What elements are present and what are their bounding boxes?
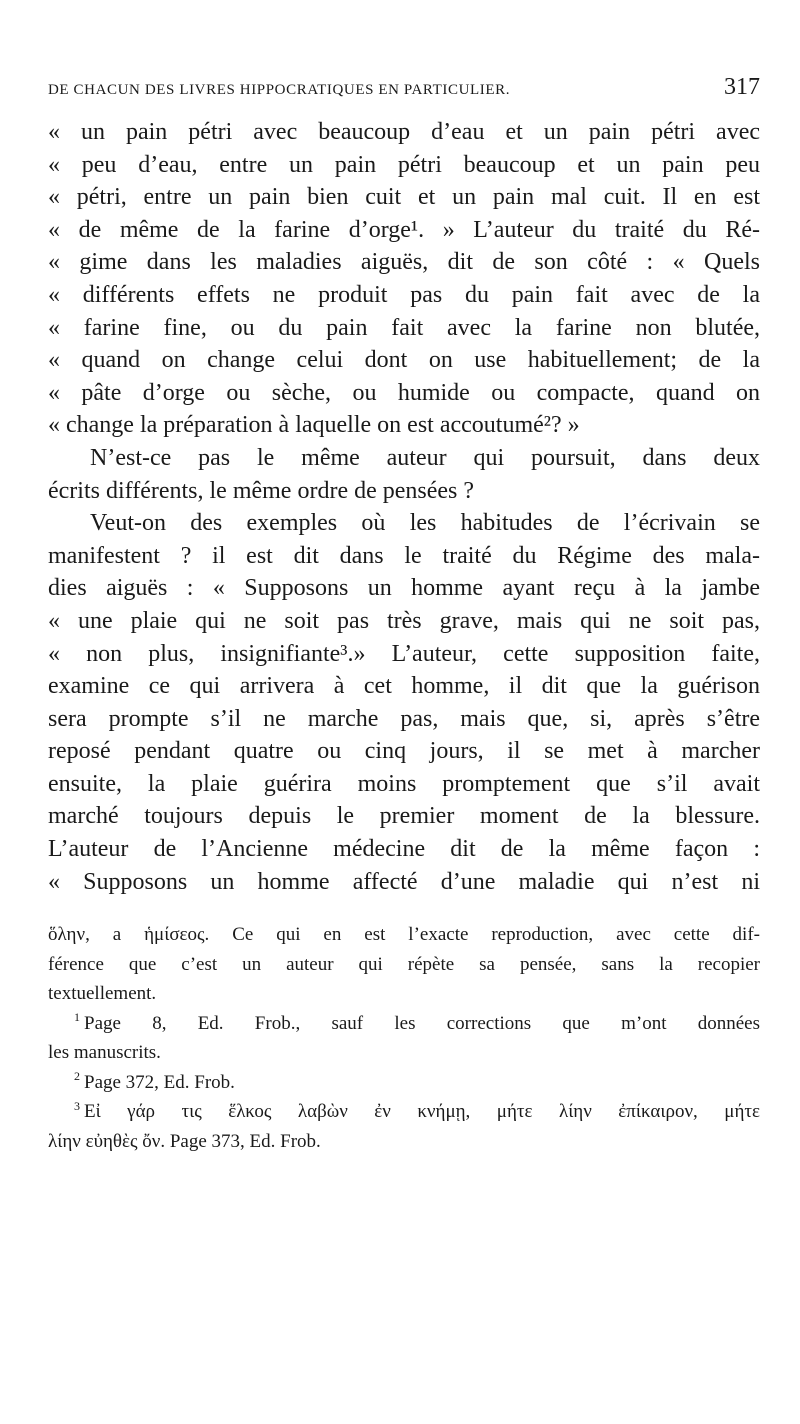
footnote-text: Εἰ γάρ τις ἕλκος λαβὼν ἐν κνήμῃ, μήτε λίην ἐπίκαιρον, μήτε (84, 1101, 760, 1123)
running-title: DE CHACUN DES LIVRES HIPPOCRATIQUES EN PARTICULIER. (48, 82, 511, 98)
text-line: écrits différents, le même ordre de pensées ? (48, 477, 475, 504)
footnote-1 (48, 1009, 760, 1039)
text-line: reposé pendant quatre ou cinq jours, il se met à marcher (48, 738, 760, 765)
footnote-3-continuation: λίην εὐηθὲς ὄν. Page 373, Ed. Frob. (48, 1130, 321, 1152)
text-line: « non plus, insignifiante³.» L’auteur, cette supposition faite, (48, 640, 760, 667)
text-line: « une plaie qui ne soit pas très grave, mais qui ne soit pas, (48, 607, 760, 634)
text-line: examine ce qui arrivera à cet homme, il dit que la guérison (48, 673, 760, 700)
footnote-marker: 1 (74, 1010, 80, 1025)
text-line: « de même de la farine d’orge¹. » L’auteur du traité du Ré- (48, 216, 760, 243)
page-number: 317 (724, 74, 760, 100)
text-line: « un pain pétri avec beaucoup d’eau et un pain pétri avec (48, 119, 760, 145)
text-line: « pétri, entre un pain bien cuit et un pain mal cuit. Il en est (48, 184, 760, 211)
footnote-1-continuation: les manuscrits. (48, 1042, 161, 1064)
text-line: « différents effets ne produit pas du pain fait avec de la (48, 281, 760, 308)
text-line: marché toujours depuis le premier moment de la blessure. (48, 803, 760, 830)
text-line: N’est-ce pas le même auteur qui poursuit, dans deux (90, 444, 760, 471)
footnotes (48, 920, 760, 1156)
text-line: L’auteur de l’Ancienne médecine dit de la même façon : (48, 836, 760, 863)
text-line: Veut-on des exemples où les habitudes de l’écrivain se (90, 510, 760, 537)
main-text (48, 116, 760, 898)
footnote-continuation-line: ὅλην, a ἡμίσεος. Ce qui en est l’exacte reproduction, avec cette dif- (48, 924, 760, 946)
footnote-3 (48, 1097, 760, 1127)
footnote-2 (48, 1068, 760, 1098)
book-page (48, 70, 760, 1156)
footnote-continuation-line: textuellement. (48, 983, 157, 1005)
footnote-text: Page 372, Ed. Frob. (84, 1071, 235, 1093)
footnote-marker: 2 (74, 1069, 80, 1084)
text-line: « peu d’eau, entre un pain pétri beaucoup et un pain peu (48, 151, 760, 178)
footnote-continuation-line: férence que c’est un auteur qui répète sa pensée, sans la recopier (48, 953, 760, 975)
page-header (48, 70, 760, 110)
text-line: manifestent ? il est dit dans le traité du Régime des mala- (48, 542, 760, 569)
footnote-marker: 3 (74, 1098, 80, 1113)
text-line: « quand on change celui dont on use habituellement; de la (48, 347, 760, 374)
text-line: ensuite, la plaie guérira moins promptement que s’il avait (48, 770, 760, 797)
text-line: dies aiguës : « Supposons un homme ayant reçu à la jambe (48, 575, 760, 602)
text-line: « farine fine, ou du pain fait avec la farine non blutée, (48, 314, 760, 341)
text-line: « change la préparation à laquelle on est accoutumé²? » (48, 412, 580, 439)
footnote-text: Page 8, Ed. Frob., sauf les corrections que m’ont données (84, 1012, 760, 1034)
text-line: « Supposons un homme affecté d’une maladie qui n’est ni (48, 868, 760, 895)
text-line: « pâte d’orge ou sèche, ou humide ou compacte, quand on (48, 379, 760, 406)
text-line: « gime dans les maladies aiguës, dit de son côté : « Quels (48, 249, 760, 276)
text-line: sera prompte s’il ne marche pas, mais que, si, après s’être (48, 705, 760, 732)
